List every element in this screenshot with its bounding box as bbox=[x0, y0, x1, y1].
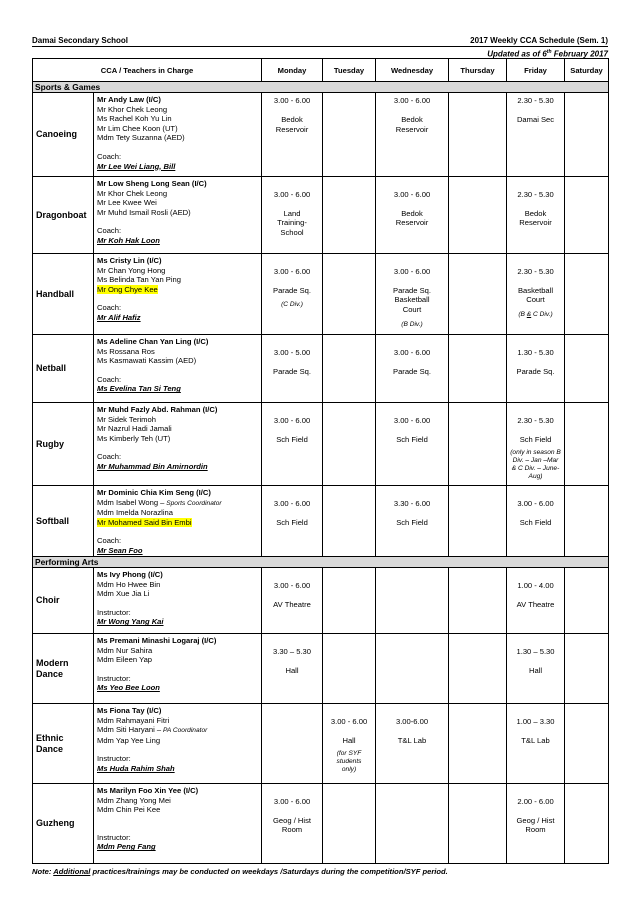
saturday-cell bbox=[565, 784, 609, 864]
col-header-cca: CCA / Teachers in Charge bbox=[33, 59, 262, 82]
section-row-sports bbox=[33, 82, 609, 93]
coach-label: Coach: bbox=[97, 374, 122, 384]
tuesday-cell bbox=[323, 486, 376, 557]
table-row bbox=[33, 704, 609, 784]
school-name: Damai Secondary School bbox=[32, 36, 129, 45]
wednesday-cell: 3.00-6.00 T&L Lab bbox=[376, 704, 449, 784]
teacher: Mdm Tety Suzanna (AED) bbox=[97, 133, 185, 143]
friday-cell: 1.30 - 5.30 Parade Sq. bbox=[507, 335, 565, 403]
cca-name: Modern Dance bbox=[33, 634, 94, 704]
cca-name: Canoeing bbox=[33, 93, 94, 177]
table-row bbox=[33, 568, 609, 634]
teacher: Mdm Eileen Yap bbox=[97, 655, 153, 665]
schedule-title: 2017 Weekly CCA Schedule (Sem. 1) bbox=[470, 36, 608, 45]
coach-label: Coach: bbox=[97, 303, 122, 313]
teacher-in-charge: Mr Andy Law (I/C) bbox=[97, 95, 161, 104]
friday-cell: 1.30 – 5.30 Hall bbox=[507, 634, 565, 704]
teacher: Mr Sidek Terimoh bbox=[97, 414, 156, 424]
tuesday-cell: 3.00 - 6.00 Hall (for SYF students only) bbox=[323, 704, 376, 784]
coach-label: Coach: bbox=[97, 151, 122, 161]
schedule-page bbox=[32, 36, 608, 876]
monday-cell: 3.00 - 6.00 Sch Field bbox=[262, 486, 323, 557]
teachers-cell bbox=[94, 784, 262, 864]
thursday-cell bbox=[449, 254, 507, 335]
tuesday-cell bbox=[323, 784, 376, 864]
instructor-name: Mr Wong Yang Kai bbox=[97, 617, 164, 627]
cca-name: Dragonboat bbox=[33, 177, 94, 254]
cca-name: Choir bbox=[33, 568, 94, 634]
friday-cell: 2.30 - 5.30 Damai Sec bbox=[507, 93, 565, 177]
tuesday-cell bbox=[323, 254, 376, 335]
teacher: Mr Chan Yong Hong bbox=[97, 265, 166, 275]
friday-cell: 1.00 – 3.30 T&L Lab bbox=[507, 704, 565, 784]
thursday-cell bbox=[449, 634, 507, 704]
teacher-in-charge: Ms Adeline Chan Yan Ling (I/C) bbox=[97, 337, 209, 346]
teacher-in-charge: Ms Ivy Phong (I/C) bbox=[97, 570, 163, 579]
tuesday-cell bbox=[323, 568, 376, 634]
cca-name: Handball bbox=[33, 254, 94, 335]
thursday-cell bbox=[449, 568, 507, 634]
instructor-name: Mdm Peng Fang bbox=[97, 842, 156, 852]
instructor-label: Instructor: bbox=[97, 673, 131, 683]
tuesday-cell bbox=[323, 403, 376, 486]
monday-cell: 3.30 – 5.30 Hall bbox=[262, 634, 323, 704]
teacher: Mdm Nur Sahira bbox=[97, 645, 153, 655]
teachers-cell bbox=[94, 335, 262, 403]
table-row bbox=[33, 634, 609, 704]
teacher: Ms Kasmawati Kassim (AED) bbox=[97, 356, 197, 366]
saturday-cell bbox=[565, 486, 609, 557]
cca-name: Ethnic Dance bbox=[33, 704, 94, 784]
instructor-label: Instructor: bbox=[97, 607, 131, 617]
teacher: Mdm Isabel Wong – Sports Coordinator bbox=[97, 497, 222, 507]
col-header-tuesday: Tuesday bbox=[323, 59, 376, 82]
coach-name: Mr Lee Wei Liang, Bill bbox=[97, 161, 176, 171]
cca-name: Softball bbox=[33, 486, 94, 557]
wednesday-cell: 3.00 - 6.00 Bedok Reservoir bbox=[376, 177, 449, 254]
wednesday-cell: 3.00 - 6.00 Bedok Reservoir bbox=[376, 93, 449, 177]
teacher-in-charge: Ms Fiona Tay (I/C) bbox=[97, 706, 162, 715]
instructor-name: Ms Yeo Bee Loon bbox=[97, 683, 160, 693]
monday-cell: 3.00 - 5.00 Parade Sq. bbox=[262, 335, 323, 403]
saturday-cell bbox=[565, 177, 609, 254]
coach-name: Mr Sean Foo bbox=[97, 545, 143, 555]
teacher: Ms Kimberly Teh (UT) bbox=[97, 433, 171, 443]
teachers-cell bbox=[94, 486, 262, 557]
coach-name: Mr Koh Hak Loon bbox=[97, 235, 160, 245]
cca-schedule-table bbox=[32, 58, 609, 864]
col-header-wednesday: Wednesday bbox=[376, 59, 449, 82]
col-header-saturday: Saturday bbox=[565, 59, 609, 82]
instructor-label: Instructor: bbox=[97, 832, 131, 842]
table-row bbox=[33, 177, 609, 254]
table-row bbox=[33, 254, 609, 335]
teacher: Mdm Yap Yee Ling bbox=[97, 735, 161, 745]
table-row bbox=[33, 335, 609, 403]
monday-cell bbox=[262, 704, 323, 784]
teacher-highlighted: Mr Mohamed Said Bin Embi bbox=[97, 517, 192, 527]
friday-cell: 2.30 - 5.30 Basketball Court (B & C Div.) bbox=[507, 254, 565, 335]
friday-cell: 2.00 - 6.00 Geog / Hist Room bbox=[507, 784, 565, 864]
saturday-cell bbox=[565, 568, 609, 634]
teachers-cell bbox=[94, 254, 262, 335]
coach-name: Mr Muhammad Bin Amirnordin bbox=[97, 461, 208, 471]
instructor-name: Ms Huda Rahim Shah bbox=[97, 763, 175, 773]
cca-name: Guzheng bbox=[33, 784, 94, 864]
teacher: Mdm Zhang Yong Mei bbox=[97, 795, 171, 805]
monday-cell: 3.00 - 6.00 Land Training- School bbox=[262, 177, 323, 254]
teacher: Mr Khor Chek Leong bbox=[97, 188, 168, 198]
saturday-cell bbox=[565, 254, 609, 335]
teacher-in-charge: Mr Low Sheng Long Sean (I/C) bbox=[97, 179, 207, 188]
teachers-cell bbox=[94, 93, 262, 177]
wednesday-cell bbox=[376, 784, 449, 864]
monday-cell: 3.00 - 6.00 Bedok Reservoir bbox=[262, 93, 323, 177]
teacher: Mr Muhd Ismail Rosli (AED) bbox=[97, 207, 191, 217]
tuesday-cell bbox=[323, 634, 376, 704]
table-row bbox=[33, 93, 609, 177]
tuesday-cell bbox=[323, 177, 376, 254]
teacher-in-charge: Ms Cristy Lin (I/C) bbox=[97, 256, 162, 265]
cca-name: Netball bbox=[33, 335, 94, 403]
thursday-cell bbox=[449, 704, 507, 784]
teacher: Ms Rossana Ros bbox=[97, 346, 155, 356]
thursday-cell bbox=[449, 177, 507, 254]
friday-cell: 3.00 - 6.00 Sch Field bbox=[507, 486, 565, 557]
teachers-cell bbox=[94, 403, 262, 486]
friday-cell: 2.30 - 5.30 Sch Field (only in season B Div. – Jan –Mar & C Div. – June- Aug) bbox=[507, 403, 565, 486]
teacher: Mdm Ho Hwee Bin bbox=[97, 579, 161, 589]
teacher: Ms Belinda Tan Yan Ping bbox=[97, 275, 182, 285]
saturday-cell bbox=[565, 634, 609, 704]
teacher: Mdm Siti Haryani – PA Coordinator bbox=[97, 725, 208, 735]
wednesday-cell: 3.30 - 6.00 Sch Field bbox=[376, 486, 449, 557]
monday-cell: 3.00 - 6.00 Parade Sq. (C Div.) bbox=[262, 254, 323, 335]
thursday-cell bbox=[449, 403, 507, 486]
teachers-cell bbox=[94, 568, 262, 634]
wednesday-cell bbox=[376, 568, 449, 634]
teacher: Mr Khor Chek Leong bbox=[97, 104, 168, 114]
wednesday-cell bbox=[376, 634, 449, 704]
saturday-cell bbox=[565, 93, 609, 177]
saturday-cell bbox=[565, 335, 609, 403]
thursday-cell bbox=[449, 486, 507, 557]
monday-cell: 3.00 - 6.00 Sch Field bbox=[262, 403, 323, 486]
saturday-cell bbox=[565, 403, 609, 486]
table-row bbox=[33, 784, 609, 864]
coach-label: Coach: bbox=[97, 226, 122, 236]
saturday-cell bbox=[565, 704, 609, 784]
friday-cell: 2.30 - 5.30 Bedok Reservoir bbox=[507, 177, 565, 254]
teacher: Ms Rachel Koh Yu Lin bbox=[97, 114, 172, 124]
thursday-cell bbox=[449, 335, 507, 403]
teacher-in-charge: Mr Muhd Fazly Abd. Rahman (I/C) bbox=[97, 405, 218, 414]
instructor-label: Instructor: bbox=[97, 754, 131, 764]
table-row bbox=[33, 403, 609, 486]
footnote: Note: Additional practices/trainings may be conducted on weekdays /Saturdays during the competition/SYF period. bbox=[32, 867, 448, 876]
coach-name: Mr Alif Hafiz bbox=[97, 312, 141, 322]
section-title: Sports & Games bbox=[33, 82, 609, 93]
coach-label: Coach: bbox=[97, 536, 122, 546]
column-header-row bbox=[33, 59, 609, 82]
thursday-cell bbox=[449, 93, 507, 177]
teacher: Mr Lim Chee Koon (UT) bbox=[97, 123, 178, 133]
friday-cell: 1.00 - 4.00 AV Theatre bbox=[507, 568, 565, 634]
teacher: Mdm Rahmayani Fitri bbox=[97, 715, 170, 725]
document-header bbox=[32, 36, 608, 46]
coach-label: Coach: bbox=[97, 452, 122, 462]
monday-cell: 3.00 - 6.00 AV Theatre bbox=[262, 568, 323, 634]
teacher: Mr Lee Kwee Wei bbox=[97, 198, 157, 208]
updated-date: Updated as of 6th February 2017 bbox=[487, 49, 608, 59]
col-header-monday: Monday bbox=[262, 59, 323, 82]
tuesday-cell bbox=[323, 335, 376, 403]
teacher: Mdm Imelda Norazlina bbox=[97, 508, 173, 518]
section-title: Performing Arts bbox=[33, 557, 609, 568]
thursday-cell bbox=[449, 784, 507, 864]
tuesday-cell bbox=[323, 93, 376, 177]
teacher: Mdm Xue Jia Li bbox=[97, 589, 150, 599]
coach-name: Ms Evelina Tan Si Teng bbox=[97, 384, 181, 394]
monday-cell: 3.00 - 6.00 Geog / Hist Room bbox=[262, 784, 323, 864]
teacher: Mr Nazrul Hadi Jamali bbox=[97, 424, 172, 434]
teacher-in-charge: Mr Dominic Chia Kim Seng (I/C) bbox=[97, 488, 211, 497]
col-header-friday: Friday bbox=[507, 59, 565, 82]
wednesday-cell: 3.00 - 6.00 Parade Sq. Basketball Court (B Div.) bbox=[376, 254, 449, 335]
wednesday-cell: 3.00 - 6.00 Sch Field bbox=[376, 403, 449, 486]
teacher-highlighted: Mr Ong Chye Kee bbox=[97, 284, 158, 294]
teachers-cell bbox=[94, 704, 262, 784]
teachers-cell bbox=[94, 634, 262, 704]
teacher: Mdm Chin Pei Kee bbox=[97, 805, 161, 815]
table-row bbox=[33, 486, 609, 557]
teachers-cell bbox=[94, 177, 262, 254]
cca-name: Rugby bbox=[33, 403, 94, 486]
teacher-in-charge: Ms Premani Minashi Logaraj (I/C) bbox=[97, 636, 217, 645]
teacher-in-charge: Ms Marilyn Foo Xin Yee (I/C) bbox=[97, 786, 199, 795]
wednesday-cell: 3.00 - 6.00 Parade Sq. bbox=[376, 335, 449, 403]
section-row-performing-arts bbox=[33, 557, 609, 568]
col-header-thursday: Thursday bbox=[449, 59, 507, 82]
